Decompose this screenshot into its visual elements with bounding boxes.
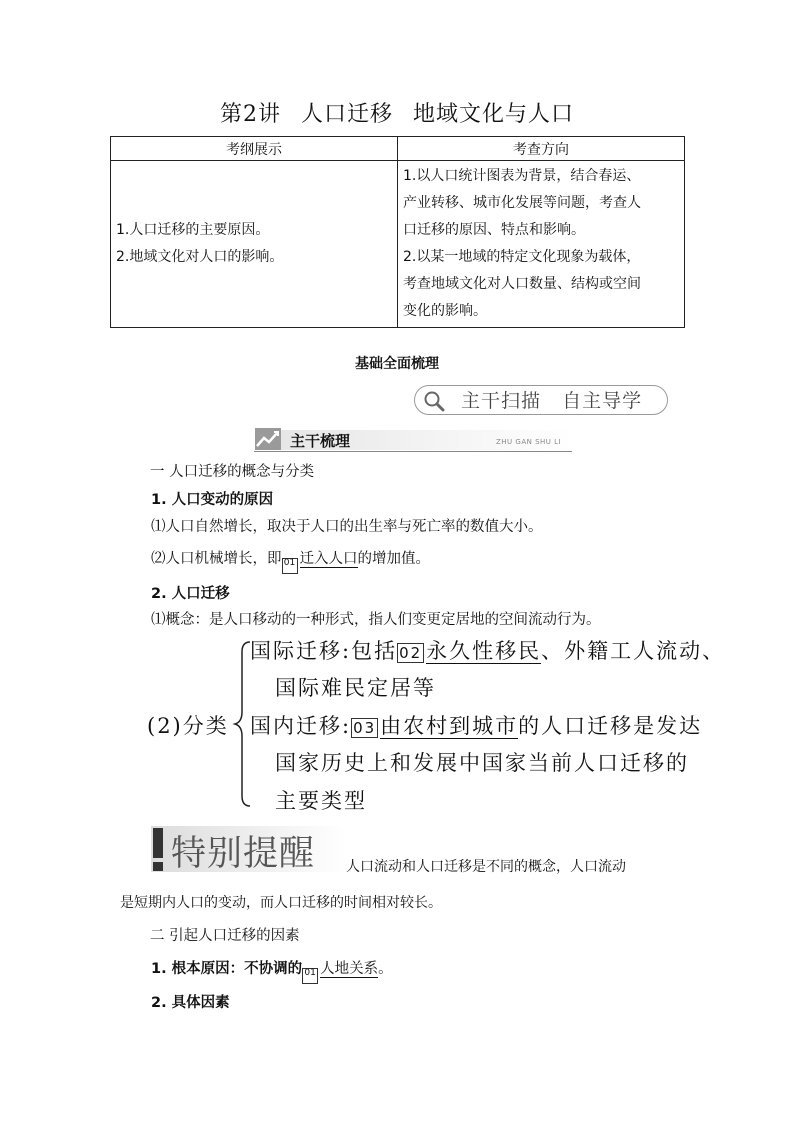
reminder-text-2: 是短期内人口的变动，而人口迁移的时间相对较长。 (120, 895, 442, 911)
direction-line: 2.以某一地域的特定文化现象为载体， (403, 249, 641, 265)
direction-line: 考查地域文化对人口数量、结构或空间 (403, 276, 641, 292)
blank-number: 03 (353, 719, 377, 737)
paragraph-concept: ⑴概念：是人口移动的一种形式，指人们变更定居地的空间流动行为。 (151, 612, 601, 628)
exclamation-icon (153, 828, 163, 858)
blank-number: 01 (282, 558, 298, 574)
blank-number: 02 (399, 644, 423, 662)
subheading-1: 1. 人口变动的原因 (151, 492, 274, 508)
outline-cell (111, 161, 398, 328)
direction-line: 变化的影响。 (403, 303, 487, 319)
intl-migration: 国际迁移:包括 02 永久性移民、外籍工人流动、 (250, 639, 726, 663)
paragraph-mechanical-growth: ⑵人口机械增长，即 01 迁入人口的增加值。 (151, 547, 430, 574)
specific-factors: 2. 具体因素 (151, 995, 230, 1011)
outline-table (110, 136, 685, 328)
title-topic-2: 地域文化与人口 (413, 102, 575, 127)
page-title (0, 97, 794, 128)
outline-item: 1.人口迁移的主要原因。 (116, 222, 270, 238)
root-cause: 1. 根本原因：不协调的 01 人地关系。 (151, 957, 393, 984)
fill-answer: 迁入人口 (299, 551, 358, 567)
table-header-row (111, 137, 685, 161)
outline-item: 2.地域文化对人口的影响。 (116, 249, 284, 265)
section-title: 基础全面梳理 (355, 356, 439, 372)
header-direction: 考查方向 (398, 137, 685, 161)
banner-label-self-study: 自主导学 (562, 390, 643, 412)
chart-trend-icon (254, 427, 282, 451)
direction-line: 1.以人口统计图表为背景，结合春运、 (403, 168, 641, 184)
title-topic-1: 人口迁移 (300, 102, 393, 127)
table-row (111, 161, 685, 328)
fill-answer: 由农村到城市 (380, 714, 519, 738)
blank-number: 01 (302, 968, 318, 984)
magnifier-icon (423, 390, 445, 412)
paragraph-natural-growth: ⑴人口自然增长，取决于人口的出生率与死亡率的数值大小。 (151, 519, 543, 535)
heading-2: 二 引起人口迁移的因素 (150, 928, 300, 944)
reminder-label: 特别提醒 (171, 834, 316, 874)
reminder-text-1: 人口流动和人口迁移是不同的概念，人口流动 (346, 859, 626, 875)
classification-label: (2)分类 (147, 714, 229, 738)
domestic-migration-line3: 主要类型 (275, 789, 367, 813)
direction-cell (398, 161, 685, 328)
direction-line: 口迁移的原因、特点和影响。 (403, 222, 585, 238)
heading-1: 一 人口迁移的概念与分类 (150, 464, 315, 480)
banner-label-scan: 主干扫描 (461, 390, 542, 412)
trunk-pinyin: ZHU GAN SHU LI (496, 438, 562, 446)
subheading-2: 2. 人口迁移 (151, 586, 230, 602)
header-outline: 考纲展示 (111, 137, 398, 161)
fill-answer: 人地关系 (320, 961, 379, 977)
domestic-migration: 国内迁移: 03 由农村到城市的人口迁移是发达 (250, 714, 703, 738)
fill-answer: 永久性移民 (426, 639, 542, 663)
trunk-header (254, 427, 572, 453)
direction-line: 产业转移、城市化发展等问题，考查人 (403, 195, 641, 211)
trunk-label: 主干梳理 (290, 432, 351, 450)
domestic-migration-line2: 国家历史上和发展中国家当前人口迁移的 (275, 751, 689, 775)
scan-banner (414, 385, 668, 415)
lecture-number: 第2讲 (219, 102, 281, 127)
special-reminder-badge (151, 826, 346, 872)
intl-migration-line2: 国际难民定居等 (275, 676, 436, 700)
